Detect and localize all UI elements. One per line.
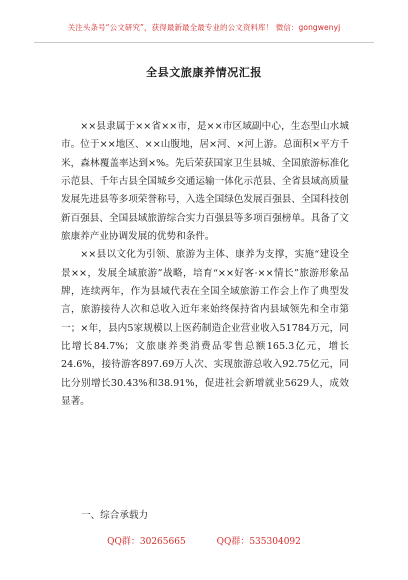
section-heading: 一、综合承载力 xyxy=(81,510,149,521)
footer-contacts xyxy=(0,534,408,547)
paragraph: ××县隶属于××省××市，是××市区域副中心，生态型山水城市。位于××地区、××山腹地，居×河、×河上游。总面积×平方千米，森林覆盖率达到×%。先后荣获国家卫生县城、全国旅游标准化示范县、千年古县全国城乡交通运输一体化示范县、全省县域高质量发展先进县等多项荣誉称号，入选全国绿色发展百强县、全国科技创新百强县、全国县域旅游综合实力百强县等多项百强榜单。具备了文旅康养产业协调发展的优势和条件。 xyxy=(61,121,349,243)
paragraph: ××县以文化为引领、旅游为主体、康养为支撑，实施“建设全景××，发展全域旅游”战略，培育“××好客·××情长”旅游形象品牌，连续两年，作为县域代表在全国全域旅游工作会上作了典型发言，旅游接待人次和总收入近年来始终保持省内县域领先和全市第一；×年，县内5家规模以上医药制造企业营业收入51784万元，同比增长84.7%；文旅康养类消费品零售总额165.3亿元，增长24.6%，接待游客897.69万人次、实现旅游总收入92.75亿元，同比分别增长30.43%和38.91%，促进社会新增就业5629人，成效显著。 xyxy=(61,249,349,408)
promo-banner: 关注头条号“公文研究”，获得最新最全最专业的公文资料库！ 微信：gongwenyj xyxy=(67,23,341,32)
document-title: 全县文旅康养情况汇报 xyxy=(146,66,262,79)
qq-group-2: QQ群：535304092 xyxy=(216,537,301,547)
document-body xyxy=(61,118,349,412)
qq-group-1: QQ群：30265665 xyxy=(107,537,186,547)
header-divider xyxy=(34,42,374,43)
